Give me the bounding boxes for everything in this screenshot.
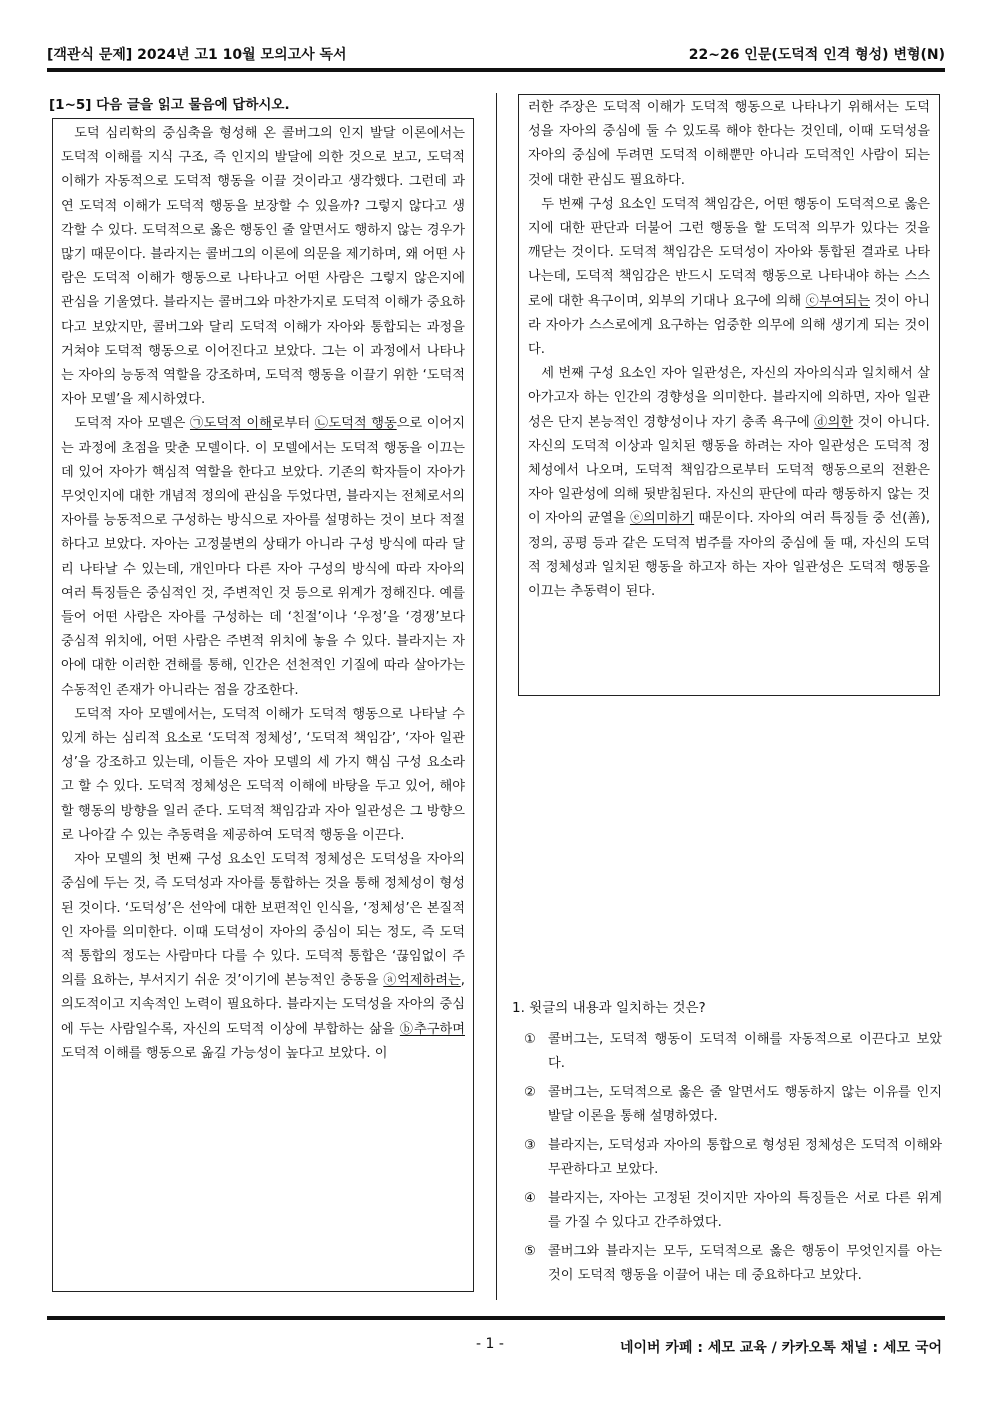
footer-credit: 네이버 카페 : 세모 교육 / 카카오톡 채널 : 세모 국어	[619, 1340, 942, 1356]
passage-paragraph-4: 자아 모델의 첫 번째 구성 요소인 도덕적 정체성은 도덕성을 자아의 중심에 두는 것, 즉 도덕성과 자아를 통합하는 것을 통해 정체성이 형성된 것이다. ‘도덕성’은 선악에 대한 보편적인 인식을, ‘정체성’은 본질적인 자아를 의미한다. 이때 도덕성이 자아의 중심이 되는 정도, 즉 도덕적 통합의 정도는 사람마다 다를 수 있다. 도덕적 통합은 ‘끊임없이 주의를 요하는, 부서지기 쉬운 것’이기에 본능적인 충동을 ⓐ억제하려는, 의도적이고 지속적인 노력이 필요하다. 블라지는 도덕성을 자아의 중심에 두는 사람일수록, 자신의 도덕적 이상에 부합하는 삶을 ⓑ추구하며 도덕적 이해를 행동으로 옮길 가능성이 높다고 보았다. 이	[61, 852, 465, 1061]
passage-box-left	[52, 118, 474, 1292]
choice-3[interactable]	[524, 1134, 942, 1182]
underline-a1: ㉠도덕적 이해	[189, 416, 272, 432]
passage-paragraph-6: 세 번째 구성 요소인 자아 일관성은, 자신의 자아의식과 일치해서 살아가고자 하는 인간의 경향성을 의미한다. 블라지에 의하면, 자아 일관성은 단지 본능적인 경향성이나 자기 충족 욕구에 ⓓ의한 것이 아니다. 자신의 도덕적 이상과 일치된 행동을 하려는 자아 일관성은 도덕적 정체성에서 나오며, 도덕적 책임감으로부터 도덕적 행동으로의 전환은 자아 일관성에 의해 뒷받침된다. 자신의 판단에 따라 행동하지 않는 것이 자아의 균열을 ⓔ의미하기 때문이다. 자아의 여러 특징들 중 선(善), 정의, 공평 등과 같은 도덕적 범주를 자아의 중심에 둘 때, 자신의 도덕적 정체성과 일치된 행동을 하고자 하는 자아 일관성은 도덕적 행동을 이끄는 추동력이 된다.	[528, 366, 931, 600]
passage-paragraph-1: 도덕 심리학의 중심축을 형성해 온 콜버그의 인지 발달 이론에서는 도덕적 이해를 지식 구조, 즉 인지의 발달에 의한 것으로 보고, 도덕적 이해가 자동적으로 도덕적 행동을 이끌 것이라고 생각했다. 그런데 과연 도덕적 이해가 도덕적 행동을 보장할 수 있을까? 그렇지 않다고 생각할 수 있다. 도덕적으로 옳은 행동인 줄 알면서도 행하지 않는 경우가 많기 때문이다. 블라지는 콜버그의 이론에 의문을 제기하며, 왜 어떤 사람은 도덕적 이해가 행동으로 나타나고 어떤 사람은 그렇지 않은지에 관심을 기울였다. 블라지는 콜버그와 마찬가지로 도덕적 이해가 중요하다고 보았지만, 콜버그와 달리 도덕적 이해가 자아와 통합되는 과정을 거쳐야 도덕적 행동으로 이어진다고 보았다. 그는 이 과정에서 나타나는 자아의 능동적 역할을 강조하며, 도덕적 행동을 이끌기 위한 ‘도덕적 자아 모델’을 제시하였다.	[61, 126, 465, 408]
choice-number: ④	[524, 1191, 536, 1206]
choice-text: 콜버그와 블라지는 모두, 도덕적으로 옳은 행동이 무엇인지를 아는 것이 도덕적 행동을 이끌어 내는 데 중요하다고 보았다.	[548, 1244, 942, 1283]
column-divider	[496, 93, 497, 1300]
underline-d: ⓓ의한	[814, 414, 854, 430]
header-exam-title: [객관식 문제] 2024년 고1 10월 모의고사 독서	[47, 47, 347, 63]
choice-4[interactable]	[524, 1187, 942, 1235]
page-number: - 1 -	[476, 1336, 504, 1352]
instruction: [1~5] 다음 글을 읽고 물음에 답하시오.	[49, 97, 290, 113]
question-stem: 1. 윗글의 내용과 일치하는 것은?	[512, 1000, 706, 1016]
passage-paragraph-5: 두 번째 구성 요소인 도덕적 책임감은, 어떤 행동이 도덕적으로 옳은지에 대한 판단과 더불어 그런 행동을 할 도덕적 의무가 있다는 것을 깨닫는 것이다. 도덕적 책임감은 도덕성이 자아와 통합된 결과로 나타나는데, 도덕적 책임감은 반드시 도덕적 행동으로 나타내야 하는 스스로에 대한 욕구이며, 외부의 기대나 요구에 의해 ⓒ부여되는 것이 아니라 자아가 스스로에게 요구하는 엄중한 의무에 의해 생기게 되는 것이다.	[528, 196, 930, 358]
choice-1[interactable]	[524, 1028, 942, 1076]
underline-e: ⓔ의미하기	[629, 511, 695, 527]
choice-5[interactable]	[524, 1240, 942, 1288]
choice-number: ①	[524, 1032, 536, 1047]
choice-text: 블라지는, 자아는 고정된 것이지만 자아의 특징들은 서로 다른 위계를 가질 수 있다고 간주하였다.	[548, 1191, 942, 1230]
choice-number: ②	[524, 1085, 536, 1100]
underline-c: ⓒ부여되는	[805, 293, 871, 309]
choice-text: 콜버그는, 도덕적으로 옳은 줄 알면서도 행동하지 않는 이유를 인지 발달 이론을 통해 설명하였다.	[548, 1085, 942, 1124]
passage-paragraph-2: 도덕적 자아 모델은 ㉠도덕적 이해로부터 ㉡도덕적 행동으로 이어지는 과정에 초점을 맞춘 모델이다. 이 모델에서는 도덕적 행동을 이끄는 데 있어 자아가 핵심적 역할을 한다고 보았다. 기존의 학자들이 자아가 무엇인지에 대한 개념적 정의에 관심을 두었다면, 블라지는 전체로서의 자아를 능동적으로 구성하는 방식으로 자아를 설명하는 것이 보다 적절하다고 보았다. 자아는 고정불변의 상태가 아니라 구성 방식에 따라 달리 나타날 수 있는데, 개인마다 다른 자아 구성의 방식에 따라 자아의 여러 특징들은 중심적인 것, 주변적인 것 등으로 위계가 정해진다. 예를 들어 어떤 사람은 자아를 구성하는 데 ‘친절’이나 ‘우정’을 ‘경쟁’보다 중심적 위치에, 어떤 사람은 주변적 위치에 놓을 수 있다. 블라지는 자아에 대한 이러한 견해를 통해, 인간은 선천적인 기질에 따라 살아가는 수동적인 존재가 아니라는 점을 강조한다.	[61, 416, 466, 698]
passage-paragraph-4-continued: 러한 주장은 도덕적 이해가 도덕적 행동으로 나타나기 위해서는 도덕성을 자아의 중심에 둘 수 있도록 해야 한다는 것인데, 이때 도덕성을 자아의 중심에 두려면 도덕적 이해뿐만 아니라 도덕적인 사람이 되는 것에 대한 관심도 필요하다.	[528, 100, 930, 188]
underline-a: ⓐ억제하려는	[383, 973, 461, 989]
passage-box-right	[518, 94, 940, 696]
underline-b: ⓑ추구하며	[399, 1021, 465, 1037]
underline-a2: ㉡도덕적 행동	[314, 416, 397, 432]
choice-text: 블라지는, 도덕성과 자아의 통합으로 형성된 정체성은 도덕적 이해와 무관하다고 보았다.	[548, 1138, 942, 1177]
choice-text: 콜버그는, 도덕적 행동이 도덕적 이해를 자동적으로 이끈다고 보았다.	[548, 1032, 942, 1071]
choice-2[interactable]	[524, 1081, 942, 1129]
header-section-title: 22~26 인문(도덕적 인격 형성) 변형(N)	[688, 47, 945, 63]
header-rule	[47, 68, 945, 72]
page-header	[47, 44, 945, 66]
question-1	[512, 996, 942, 1293]
choice-number: ⑤	[524, 1244, 536, 1259]
passage-paragraph-3: 도덕적 자아 모델에서는, 도덕적 이해가 도덕적 행동으로 나타날 수 있게 하는 심리적 요소로 ‘도덕적 정체성’, ‘도덕적 책임감’, ‘자아 일관성’을 강조하고 있는데, 이들은 자아 모델의 세 가지 핵심 구성 요소라고 할 수 있다. 도덕적 정체성은 도덕적 이해에 바탕을 두고 있어, 해야 할 행동의 방향을 일러 준다. 도덕적 책임감과 자아 일관성은 그 방향으로 나아갈 수 있는 추동력을 제공하여 도덕적 행동을 이끈다.	[61, 706, 465, 843]
choice-number: ③	[524, 1138, 536, 1153]
footer-rule	[47, 1316, 945, 1320]
